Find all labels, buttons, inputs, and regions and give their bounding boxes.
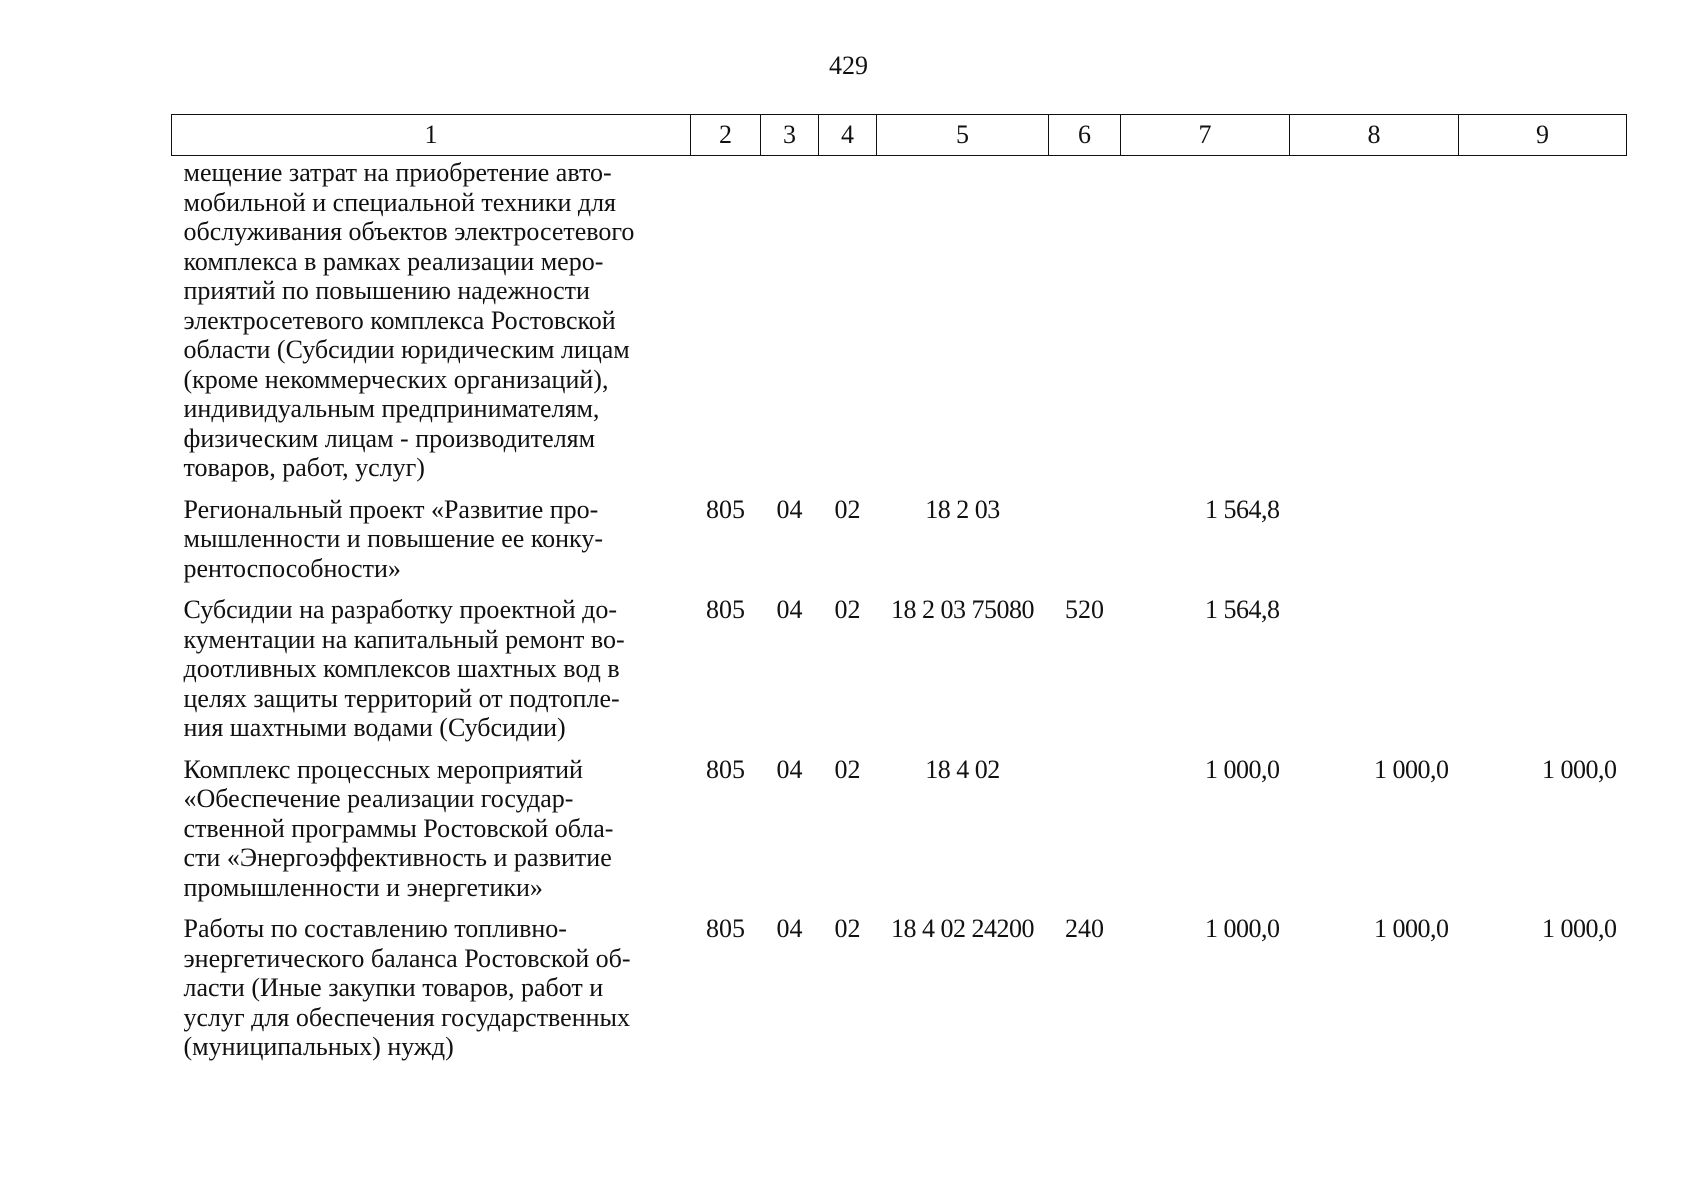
description-line: Комплекс процессных мероприятий bbox=[183, 754, 583, 784]
description-line: промышленности и энергетики» bbox=[183, 872, 543, 902]
column-header-7: 7 bbox=[1121, 115, 1290, 156]
description-line: (кроме некоммерческих организаций), bbox=[183, 364, 609, 394]
column-header-5: 5 bbox=[877, 115, 1049, 156]
cell-amount-9 bbox=[1459, 595, 1627, 755]
column-header-1: 1 bbox=[172, 115, 691, 156]
cell-ministry bbox=[691, 156, 761, 495]
column-header-2: 2 bbox=[691, 115, 761, 156]
cell-amount-8 bbox=[1290, 495, 1459, 596]
description-line: рентоспособности» bbox=[183, 553, 401, 583]
description-line: индивидуальным предпринимателям, bbox=[183, 394, 600, 423]
cell-target-article: 18 4 02 bbox=[925, 754, 1000, 784]
cell-target-article bbox=[877, 156, 1049, 495]
cell-amount-7 bbox=[1121, 156, 1290, 495]
description-line: товаров, работ, услуг) bbox=[183, 453, 425, 482]
cell-expense-type bbox=[1049, 755, 1121, 915]
description-line: доотливных комплексов шахтных вод в bbox=[183, 654, 620, 683]
page-number: 429 bbox=[829, 51, 868, 80]
cell-subsection: 02 bbox=[834, 595, 861, 624]
cell-amount-7: 1 000,0 bbox=[1205, 914, 1280, 943]
cell-ministry: 805 bbox=[706, 914, 745, 943]
cell-ministry: 805 bbox=[706, 754, 745, 784]
description-line: «Обеспечение реализации государ- bbox=[183, 784, 574, 813]
cell-ministry: 805 bbox=[706, 595, 745, 624]
cell-amount-7: 1 000,0 bbox=[1205, 754, 1280, 784]
cell-section: 04 bbox=[776, 595, 803, 624]
description-line: физическим лицам - производителям bbox=[183, 423, 596, 453]
description-line: услуг для обеспечения государственных bbox=[183, 1002, 631, 1032]
cell-target-article: 18 4 02 24200 bbox=[891, 914, 1034, 943]
cell-subsection: 02 bbox=[834, 754, 861, 784]
cell-expense-type bbox=[1049, 156, 1121, 495]
description-line: Региональный проект «Развитие про- bbox=[183, 494, 599, 524]
description-line: Работы по составлению топливно- bbox=[183, 914, 567, 943]
cell-expense-type: 520 bbox=[1065, 595, 1104, 624]
column-header-8: 8 bbox=[1290, 115, 1459, 156]
column-header-9: 9 bbox=[1459, 115, 1627, 156]
budget-table bbox=[171, 114, 1627, 1062]
cell-amount-8: 1 000,0 bbox=[1374, 754, 1449, 784]
description-line: кументации на капитальный ремонт во- bbox=[183, 624, 625, 654]
cell-amount-7: 1 564,8 bbox=[1205, 595, 1280, 624]
row-description bbox=[172, 914, 691, 1062]
cell-expense-type: 240 bbox=[1065, 914, 1104, 943]
cell-amount-7: 1 564,8 bbox=[1205, 494, 1280, 524]
description-line: электросетевого комплекса Ростовской bbox=[183, 305, 616, 335]
description-line: ласти (Иные закупки товаров, работ и bbox=[183, 973, 604, 1002]
row-description bbox=[172, 495, 691, 596]
cell-amount-9: 1 000,0 bbox=[1542, 754, 1617, 784]
description-line: обслуживания объектов электросетевого bbox=[183, 217, 635, 246]
cell-amount-9 bbox=[1459, 495, 1627, 596]
cell-expense-type bbox=[1049, 495, 1121, 596]
table-row bbox=[172, 755, 1627, 915]
table-row bbox=[172, 595, 1627, 755]
cell-subsection: 02 bbox=[834, 914, 861, 943]
row-description bbox=[172, 156, 691, 495]
cell-ministry: 805 bbox=[706, 494, 745, 524]
row-description bbox=[172, 595, 691, 755]
description-line: комплекса в рамках реализации меро- bbox=[183, 246, 604, 276]
description-line: мещение затрат на приобретение авто- bbox=[183, 158, 612, 187]
description-line: энергетического баланса Ростовской об- bbox=[183, 943, 631, 973]
cell-target-article: 18 2 03 bbox=[925, 494, 1000, 524]
description-line: ния шахтными водами (Субсидии) bbox=[183, 713, 566, 742]
description-line: мобильной и специальной техники для bbox=[183, 187, 617, 217]
cell-target-article: 18 2 03 75080 bbox=[891, 595, 1034, 624]
description-line: ственной программы Ростовской обла- bbox=[183, 813, 614, 843]
description-line: (муниципальных) нужд) bbox=[183, 1032, 454, 1061]
column-header-3: 3 bbox=[761, 115, 819, 156]
table-row bbox=[172, 495, 1627, 596]
cell-subsection: 02 bbox=[834, 494, 861, 524]
cell-section: 04 bbox=[776, 914, 803, 943]
description-line: сти «Энергоэффективность и развитие bbox=[183, 843, 612, 872]
cell-section: 04 bbox=[776, 494, 803, 524]
cell-amount-8 bbox=[1290, 156, 1459, 495]
cell-section: 04 bbox=[776, 754, 803, 784]
cell-subsection bbox=[819, 156, 877, 495]
description-line: области (Субсидии юридическим лицам bbox=[183, 335, 630, 364]
cell-amount-8 bbox=[1290, 595, 1459, 755]
row-description bbox=[172, 755, 691, 915]
cell-amount-9: 1 000,0 bbox=[1542, 914, 1617, 943]
description-line: мышленности и повышение ее конку- bbox=[183, 524, 603, 553]
description-line: целях защиты территорий от подтопле- bbox=[183, 683, 620, 713]
column-header-6: 6 bbox=[1049, 115, 1121, 156]
table-row bbox=[172, 156, 1627, 495]
table-row bbox=[172, 914, 1627, 1062]
table-header-row bbox=[172, 115, 1627, 156]
cell-amount-9 bbox=[1459, 156, 1627, 495]
column-header-4: 4 bbox=[819, 115, 877, 156]
description-line: Субсидии на разработку проектной до- bbox=[183, 595, 618, 624]
cell-amount-8: 1 000,0 bbox=[1374, 914, 1449, 943]
description-line: приятий по повышению надежности bbox=[183, 276, 590, 305]
cell-section bbox=[761, 156, 819, 495]
